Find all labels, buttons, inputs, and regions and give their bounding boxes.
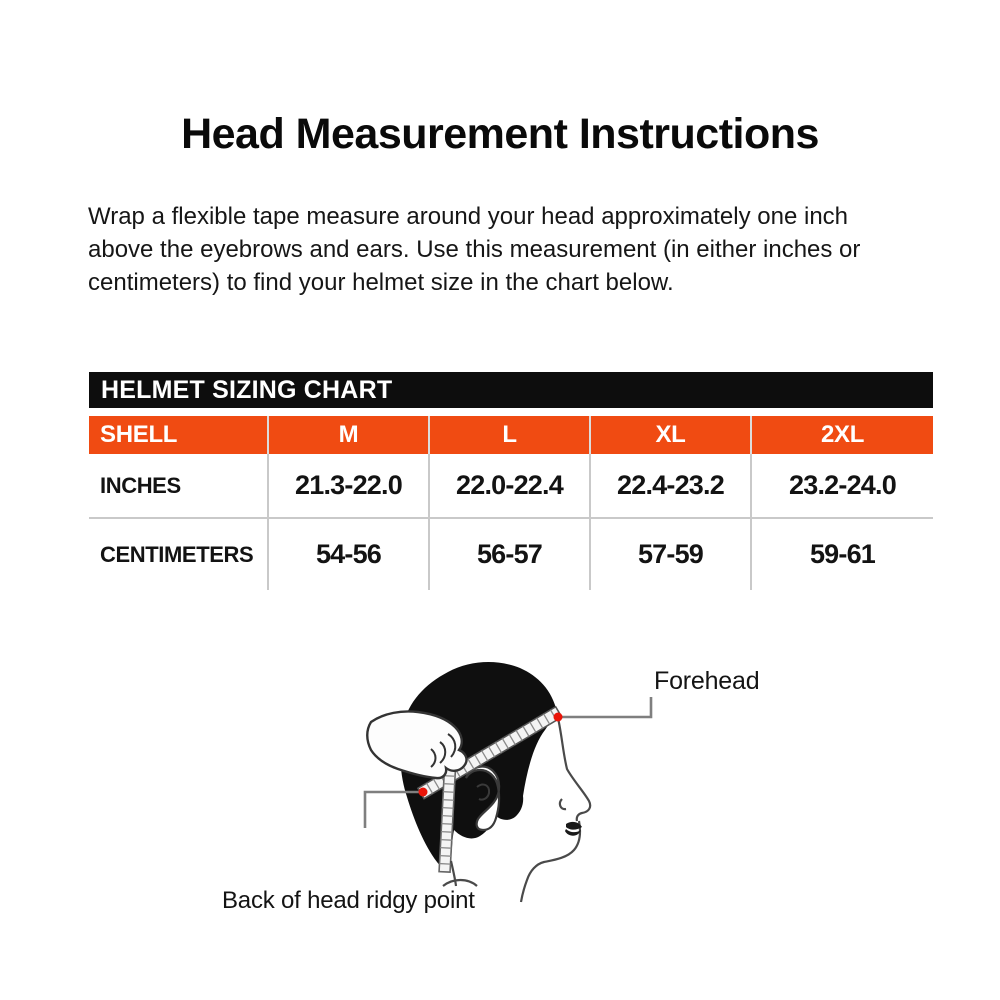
column-header-l: L [430, 416, 591, 454]
red-dot-back-of-head-icon [419, 788, 428, 797]
intro-line: centimeters) to find your helmet size in the chart below. [88, 269, 674, 296]
intro-line: above the eyebrows and ears. Use this measurement (in either inches or [88, 236, 861, 263]
page-title: Head Measurement Instructions [181, 110, 819, 158]
table-cell: 56-57 [430, 519, 591, 590]
row-label-centimeters: CENTIMETERS [89, 519, 269, 590]
column-header-shell: SHELL [89, 416, 269, 454]
back-of-head-label: Back of head ridgy point [222, 887, 475, 914]
forehead-label: Forehead [654, 667, 760, 695]
table-cell: 54-56 [269, 519, 430, 590]
row-label-inches: INCHES [89, 454, 269, 517]
table-cell: 22.4-23.2 [591, 454, 752, 517]
column-header-2xl: 2XL [820, 421, 865, 448]
red-dot-forehead-icon [554, 713, 563, 722]
table-cell: 57-59 [591, 519, 752, 590]
table-cell: 59-61 [809, 539, 876, 569]
column-header-xl: XL [591, 416, 752, 454]
intro-line: Wrap a flexible tape measure around your head approximately one inch [88, 203, 849, 230]
chart-header: HELMET SIZING CHART [89, 372, 933, 408]
column-header-m: M [269, 416, 430, 454]
table-cell: 22.0-22.4 [430, 454, 591, 517]
table-cell: 23.2-24.0 [789, 470, 896, 500]
table-cell: 21.3-22.0 [269, 454, 430, 517]
forehead-leader-line [558, 697, 651, 717]
